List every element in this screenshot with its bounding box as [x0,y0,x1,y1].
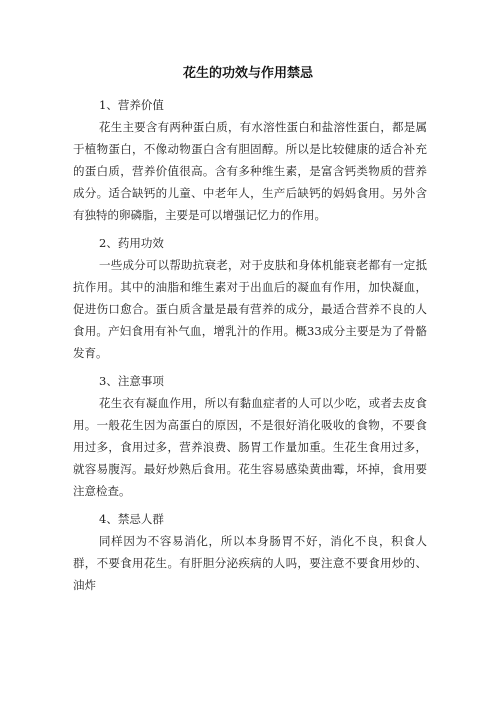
section-medicinal [73,232,427,364]
section-heading: 1、营养价值 [99,98,164,112]
document-title: 花生的功效与作用禁忌 [182,66,313,81]
section-nutrition [73,94,427,226]
section-contraindications [73,508,427,596]
document-body [73,94,427,602]
section-paragraph: 一些成分可以帮助抗衰老，对于皮肤和身体机能衰老都有一定抵抗作用。其中的油脂和维生素对于出血后的凝血有作用，加快凝血，促进伤口愈合。蛋白质含量是最有营养的成分，最适合营养不良的人食用。产妇食用有补气血，增乳汁的作用。概33成分主要是为了骨骼发育。 [73,258,427,360]
section-heading: 4、禁忌人群 [99,512,164,526]
section-heading: 2、药用功效 [99,236,164,250]
section-precautions [73,370,427,502]
section-paragraph: 花生衣有凝血作用，所以有黏血症者的人可以少吃，或者去皮食用。一般花生因为高蛋白的原因，不是很好消化吸收的食物，不要食用过多，食用过多，营养浪费、肠胃工作量加重。生花生食用过多，就容易腹泻。最好炒熟后食用。花生容易感染黄曲霉，坏掉，食用要注意检查。 [73,396,427,498]
section-heading: 3、注意事项 [99,374,164,388]
section-paragraph: 花生主要含有两种蛋白质，有水溶性蛋白和盐溶性蛋白，都是属于植物蛋白，不像动物蛋白含有胆固醇。所以是比较健康的适合补充的蛋白质，营养价值很高。含有多种维生素，是富含钙类物质的营养成分。适合缺钙的儿童、中老年人，生产后缺钙的妈妈食用。另外含有独特的卵磷脂，主要是可以增强记忆力的作用。 [73,120,427,222]
section-paragraph: 同样因为不容易消化，所以本身肠胃不好，消化不良，积食人群，不要食用花生。有肝胆分泌疾病的人吗，要注意不要食用炒的、油炸 [73,534,427,592]
